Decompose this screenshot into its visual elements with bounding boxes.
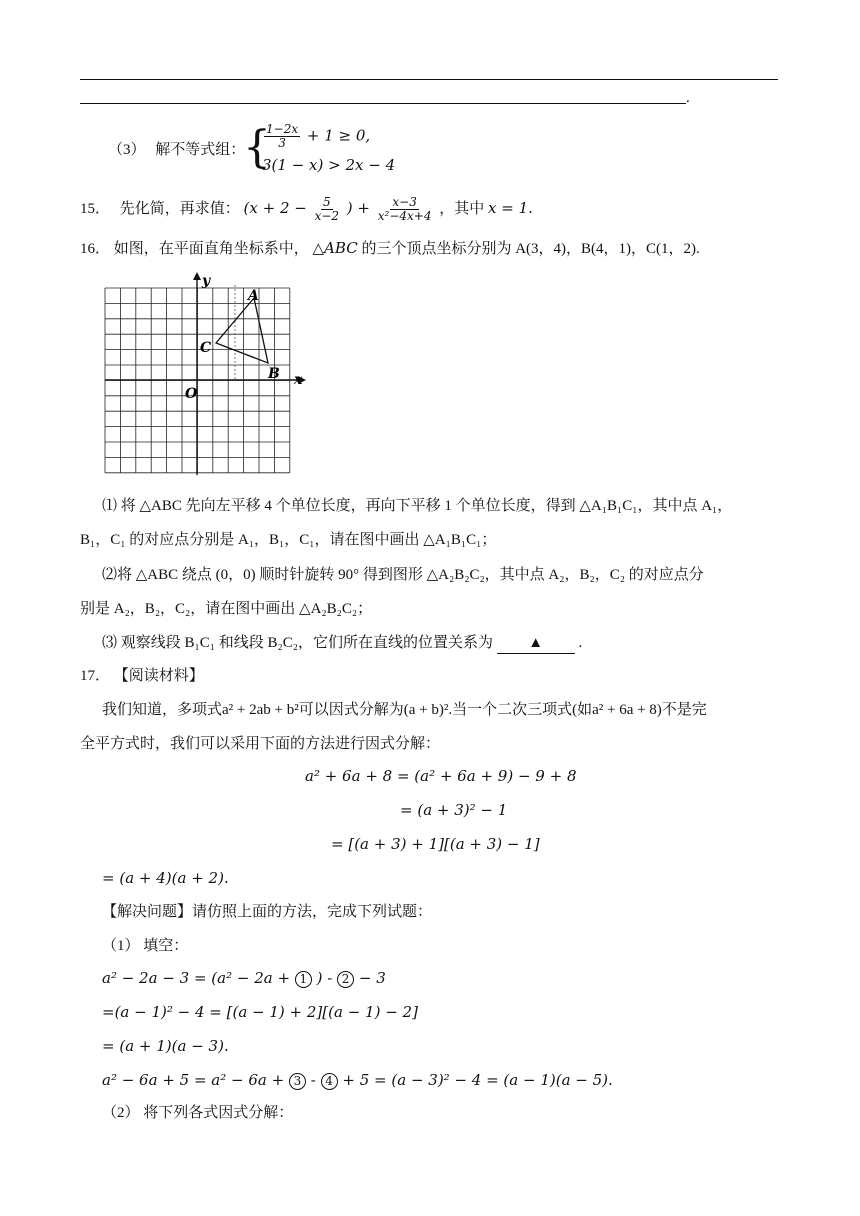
q16-triangle: △ABC xyxy=(312,239,358,257)
q16-part2-line1: ⑵将 △ABC 绕点 (0，0) 顺时针旋转 90° 得到图形 △A₂B₂C₂，其中点 A₂，B₂，C₂ 的对应点分 xyxy=(102,567,704,583)
q16-number: 16． xyxy=(80,241,111,257)
q17-fill-line3: = (a + 1)(a − 3). xyxy=(102,1037,229,1055)
q15-frac1 xyxy=(313,196,341,223)
q17-head1: 【阅读材料】 xyxy=(113,668,204,684)
blank-circle-1[interactable]: 1 xyxy=(295,971,312,988)
q17-eq2: = (a + 3)² − 1 xyxy=(400,801,508,819)
q17-head2: 【解决问题】请仿照上面的方法，完成下列试题： xyxy=(102,904,433,920)
blank-circle-4[interactable]: 4 xyxy=(321,1073,338,1090)
label-c: C xyxy=(200,340,212,356)
q15-expr-b: ) + xyxy=(346,198,370,217)
q16-part3 xyxy=(102,633,582,654)
q14-sub3-text: 解不等式组： xyxy=(155,142,246,158)
q16-part1-line1: ⑴ 将 △ABC 先向左平移 4 个单位长度，再向下平移 1 个单位长度，得到 △A₁B₁C₁，其中点 A₁， xyxy=(102,498,733,514)
q16-part3-text: ⑶ 观察线段 B₁C₁ 和线段 B₂C₂，它们所在直线的位置关系为 xyxy=(102,635,493,651)
label-origin: O xyxy=(185,386,198,402)
q15-cond: x = 1. xyxy=(488,198,533,217)
q17-f4-b: - xyxy=(310,1071,316,1089)
inequality-2: 3(1 − x) > 2x − 4 xyxy=(262,156,396,174)
q17-sub1: （1） 填空： xyxy=(102,938,189,954)
q15-number: 15． xyxy=(80,200,111,217)
question-17-head xyxy=(80,666,204,686)
blank-circle-3[interactable]: 3 xyxy=(289,1073,306,1090)
question-15 xyxy=(80,196,533,223)
system-brace: { xyxy=(243,122,271,173)
q16-part3-end: . xyxy=(578,635,583,651)
label-b: B xyxy=(268,366,280,382)
q15-frac1-den: x−2 xyxy=(314,209,340,223)
label-a: A xyxy=(248,288,259,304)
q17-eq3: = [(a + 3) + 1][(a + 3) − 1] xyxy=(331,835,540,853)
q17-fill-line1 xyxy=(102,968,386,988)
label-x: x xyxy=(294,372,303,388)
q17-para2: 全平方式时，我们可以采用下面的方法进行因式分解： xyxy=(80,736,441,752)
answer-line-1 xyxy=(80,79,778,80)
ineq1-rest: + 1 ≥ 0, xyxy=(306,126,371,145)
ineq1-frac-den: 3 xyxy=(278,136,286,150)
triangle-abc xyxy=(216,298,268,363)
q15-frac2-num: x−3 xyxy=(392,195,417,209)
coordinate-grid-figure xyxy=(100,270,310,480)
q15-text-a: 先化简，再求值： xyxy=(119,200,240,217)
q14-sub3 xyxy=(108,140,245,160)
q16-intro-a: 如图，在平面直角坐标系中， xyxy=(113,241,309,257)
q17-f4-a: a² − 6a + 5 = a² − 6a + xyxy=(102,1071,285,1089)
y-axis-arrow xyxy=(193,272,201,280)
q17-number: 17． xyxy=(80,668,111,684)
inequality-1 xyxy=(262,123,370,150)
q17-f1-c: − 3 xyxy=(358,969,386,987)
question-16-intro xyxy=(80,238,700,259)
q17-fill-line2: =(a − 1)² − 4 = [(a − 1) + 2][(a − 1) − 2] xyxy=(102,1003,418,1021)
q17-f1-b: ) - xyxy=(316,969,333,987)
q17-sub2: （2） 将下列各式因式分解： xyxy=(102,1105,294,1121)
q17-f1-a: a² − 2a − 3 = (a² − 2a + xyxy=(102,969,291,987)
q17-para1: 我们知道，多项式a² + 2ab + b²可以因式分解为(a + b)².当一个二次三项式(如a² + 6a + 8)不是完 xyxy=(102,702,707,718)
q15-frac2-den: x²−4x+4 xyxy=(377,209,432,223)
answer-line-2 xyxy=(80,103,686,104)
ineq1-fraction xyxy=(264,123,300,150)
q15-expr-a: (x + 2 − xyxy=(243,198,307,217)
q17-eq1: a² + 6a + 8 = (a² + 6a + 9) − 9 + 8 xyxy=(305,767,577,785)
q15-text-b: ，其中 xyxy=(439,200,485,217)
q16-part1-line2: B₁，C₁ 的对应点分别是 A₁，B₁，C₁，请在图中画出 △A₁B₁C₁； xyxy=(80,532,497,548)
label-y: y xyxy=(202,273,211,289)
q15-frac2 xyxy=(376,196,434,223)
q16-intro-b: 的三个顶点坐标分别为 A(3，4)，B(4，1)，C(1，2). xyxy=(361,241,700,257)
blank-circle-2[interactable]: 2 xyxy=(337,971,354,988)
q14-sub3-label: （3） xyxy=(108,142,146,158)
q16-answer-blank[interactable]: ▲ xyxy=(497,633,575,654)
q16-part2-line2: 别是 A₂，B₂，C₂，请在图中画出 △A₂B₂C₂； xyxy=(80,601,373,617)
q17-fill-line4 xyxy=(102,1070,613,1090)
q17-f4-c: + 5 = (a − 3)² − 4 = (a − 1)(a − 5). xyxy=(342,1071,613,1089)
q15-frac1-num: 5 xyxy=(322,195,331,209)
ineq1-frac-num: 1−2x xyxy=(266,122,299,136)
answer-line-end-dot: . xyxy=(686,90,690,106)
q17-eq4: = (a + 4)(a + 2). xyxy=(102,869,229,887)
